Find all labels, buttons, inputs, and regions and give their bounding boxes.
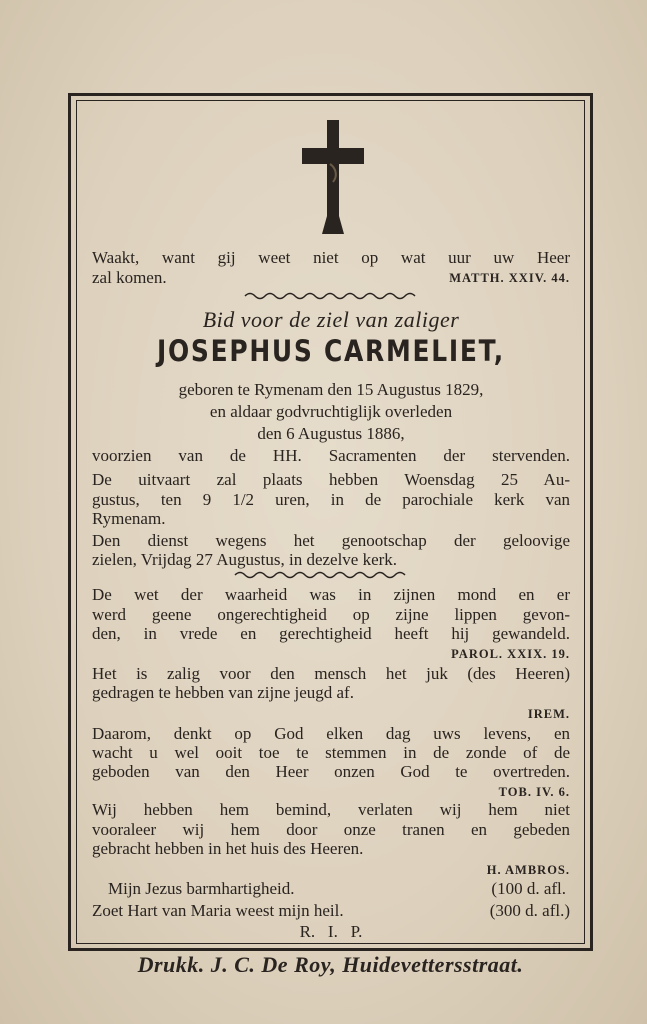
quote1-line1: De wet der waarheid was in zijnen mond en er	[92, 585, 570, 604]
quote4-line3: gebracht hebben in het huis des Heeren.	[92, 839, 364, 858]
ornament-divider-2	[0, 569, 647, 581]
bio-line1: geboren te Rymenam den 15 Augustus 1829,	[178, 380, 484, 399]
quote4-line2: vooraleer wij hem door onze tranen en gebeden	[92, 820, 570, 839]
bio-line4: voorzien van de HH. Sacramenten der stervenden.	[92, 446, 570, 465]
quote3-line3: geboden van den Heer onzen God te overtreden.	[92, 762, 570, 781]
quote2-line1: Het is zalig voor den mensch het juk (des Heeren)	[92, 664, 570, 683]
cross-icon	[302, 120, 364, 234]
epigraph-reference: MATTH. XXIV. 44.	[449, 271, 570, 285]
epigraph-text: zal komen.	[92, 268, 167, 287]
quote1-reference: PAROL. XXIX. 19.	[451, 647, 570, 661]
indulgence-text: Mijn Jezus barmhartigheid.	[108, 879, 295, 898]
quote3-line2: wacht u wel ooit toe te stemmen in de zonde of de	[92, 743, 570, 762]
deceased-name: JOSEPHUS CARMELIET,	[156, 334, 506, 368]
indulgence-row-1	[108, 879, 566, 899]
ornament-divider	[0, 290, 647, 302]
funeral-line3: Rymenam.	[92, 509, 166, 528]
indulgence-text: Zoet Hart van Maria weest mijn heil.	[92, 901, 344, 920]
bio-line3: den 6 Augustus 1886,	[257, 424, 405, 443]
quote3-reference: TOB. IV. 6.	[498, 785, 570, 799]
epigraph-line1: Waakt, want gij weet niet op wat uur uw Heer	[92, 248, 570, 267]
quote4-line1: Wij hebben hem bemind, verlaten wij hem niet	[92, 800, 570, 819]
funeral-line1: De uitvaart zal plaats hebben Woensdag 25 Au-	[92, 470, 570, 489]
indulgence-row-2	[92, 901, 570, 921]
printer-imprint: Drukk. J. C. De Roy, Huidevettersstraat.	[137, 952, 524, 977]
funeral-line2: gustus, ten 9 1/2 uren, in de parochiale kerk van	[92, 490, 570, 509]
quote2-reference: IREM.	[527, 707, 570, 721]
prayer-heading: Bid voor de ziel van zaliger	[202, 307, 460, 332]
quote2-line2: gedragen te hebben van zijne jeugd af.	[92, 683, 354, 702]
indulgence-note: (300 d. afl.)	[489, 901, 570, 920]
quote4-reference: H. AMBROS.	[486, 863, 570, 877]
bio-line2: en aldaar godvruchtiglijk overleden	[209, 402, 453, 421]
epigraph-line2	[92, 268, 570, 288]
quote3-line1: Daarom, denkt op God elken dag uws levens, en	[92, 724, 570, 743]
service-line2: zielen, Vrijdag 27 Augustus, in dezelve kerk.	[92, 550, 398, 569]
quote1-line2: werd geene ongerechtigheid op zijne lippen gevon-	[92, 605, 570, 624]
indulgence-note: (100 d. afl.	[491, 879, 566, 898]
quote1-line3: den, in vrede en gerechtigheid heeft hij gewandeld.	[92, 624, 570, 643]
rip-text: R. I. P.	[299, 922, 363, 941]
service-line1: Den dienst wegens het genootschap der geloovige	[92, 531, 570, 550]
